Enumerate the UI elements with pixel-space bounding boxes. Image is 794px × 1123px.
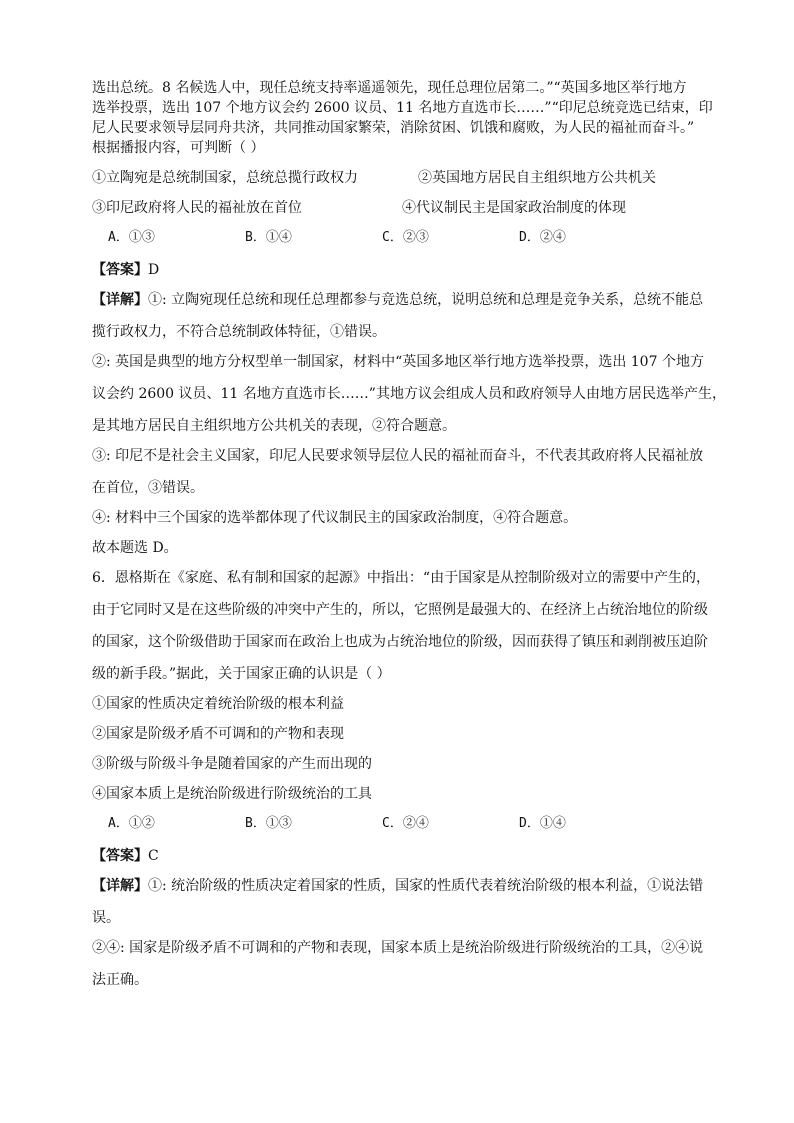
detail-line: ③: 印尼不是社会主义国家，印尼人民要求领导层位人民的福祉而奋斗，不代表其政府将人民福祉放	[92, 448, 704, 464]
detail-line: ②④: 国家是阶级矛盾不可调和的产物和表现，国家本质上是统治阶级进行阶级统治的工具，②④说	[92, 940, 704, 956]
detail-line: 法正确。	[92, 972, 148, 988]
document-page	[92, 78, 726, 990]
q5-conclusion: 故本题选 D。	[92, 540, 178, 556]
q6-statement-1: ①国家的性质决定着统治阶级的根本利益	[92, 696, 344, 712]
q5-stem-line: 尼人民要求领导层同舟共济，共同推动国家繁荣，消除贫困、饥饿和腐败，为人民的福祉而奋斗。”	[92, 120, 695, 136]
q6-choice-c: C．②④	[382, 816, 429, 831]
q5-detail-2	[92, 352, 726, 436]
q5-statement-1: ①立陶宛是总统制国家，总统总揽行政权力	[92, 170, 358, 186]
q6-detail-1	[92, 876, 714, 928]
q5-stem-line: 选出总统。8 名候选人中，现任总统支持率遥遥领先，现任总理位居第二。”“英国多地区举行地方	[92, 80, 687, 96]
q6-stem-line: 的国家，这个阶级借助于国家而在政治上也成为占统治地位的阶级，因而获得了镇压和剥削被压迫阶	[92, 634, 708, 650]
detail-line: 是其地方居民自主组织地方公共机关的表现，②符合题意。	[92, 418, 456, 434]
detail-label: 【详解】	[92, 292, 148, 308]
q5-choice-c: C．②③	[382, 230, 429, 245]
detail-line: 揽行政权力，不符合总统制政体特征，①错误。	[92, 324, 386, 340]
detail-line	[92, 290, 714, 310]
q5-statements-row-1	[92, 168, 714, 188]
q5-statement-4: ④代议制民主是国家政治制度的体现	[402, 200, 626, 216]
q6-answer	[92, 846, 714, 866]
q6-choices	[92, 814, 714, 834]
answer-value: D	[148, 262, 160, 278]
q5-choice-a: A．①③	[108, 230, 155, 245]
detail-text: ①: 统治阶级的性质决定着国家的性质，国家的性质代表着统治阶级的根本利益，①说法错	[148, 878, 704, 894]
answer-label: 【答案】	[92, 262, 148, 278]
q5-answer	[92, 260, 714, 280]
q6-stem	[92, 568, 714, 684]
detail-text: ①: 立陶宛现任总统和现任总理都参与竞选总统，说明总统和总理是竞争关系，总统不能总	[148, 292, 704, 308]
detail-line: 在首位，③错误。	[92, 480, 204, 496]
detail-line	[92, 876, 714, 896]
q6-statement-2: ②国家是阶级矛盾不可调和的产物和表现	[92, 726, 344, 742]
q6-choice-d: D．①④	[519, 816, 566, 831]
q5-detail-4: ④: 材料中三个国家的选举都体现了代议制民主的国家政治制度，④符合题意。	[92, 510, 578, 526]
answer-label: 【答案】	[92, 848, 148, 864]
q5-stem	[92, 78, 714, 158]
q5-statement-3: ③印尼政府将人民的福祉放在首位	[92, 200, 302, 216]
q5-choice-d: D．②④	[519, 230, 566, 245]
q6-stem-line: 由于它同时又是在这些阶级的冲突中产生的，所以，它照例是最强大的、在经济上占统治地位的阶级	[92, 602, 708, 618]
q6-statement-4: ④国家本质上是统治阶级进行阶级统治的工具	[92, 786, 372, 802]
answer-value: C	[148, 848, 159, 864]
q6-choice-a: A．①②	[108, 816, 155, 831]
q6-stem-line: 6．恩格斯在《家庭、私有制和国家的起源》中指出：“由于国家是从控制阶级对立的需要中产生的，	[92, 570, 711, 586]
q5-choice-b: B．①④	[245, 230, 292, 245]
q6-stem-line: 级的新手段。”据此，关于国家正确的认识是（ ）	[92, 666, 391, 682]
q5-statements-row-2	[92, 198, 714, 218]
detail-line: ②: 英国是典型的地方分权型单一制国家，材料中“英国多地区举行地方选举投票，选出 107 个地方	[92, 354, 704, 370]
q5-stem-line: 选举投票，选出 107 个地方议会约 2600 议员、11 名地方直选市长……”“印尼总统竞选已结束，印	[92, 100, 713, 116]
q5-statement-2: ②英国地方居民自主组织地方公共机关	[418, 170, 656, 186]
q6-choice-b: B．①③	[245, 816, 292, 831]
q6-detail-2	[92, 938, 714, 990]
detail-line: 误。	[92, 910, 120, 926]
q5-detail-1	[92, 290, 714, 342]
q5-stem-line: 根据播报内容，可判断（ ）	[92, 140, 265, 156]
detail-line: 议会约 2600 议员、11 名地方直选市长……”其地方议会组成人员和政府领导人由地方居民选举产生，	[92, 386, 726, 402]
q5-detail-3	[92, 446, 714, 498]
q6-statement-3: ③阶级与阶级斗争是随着国家的产生而出现的	[92, 756, 372, 772]
detail-label: 【详解】	[92, 878, 148, 894]
q5-choices	[92, 228, 714, 248]
